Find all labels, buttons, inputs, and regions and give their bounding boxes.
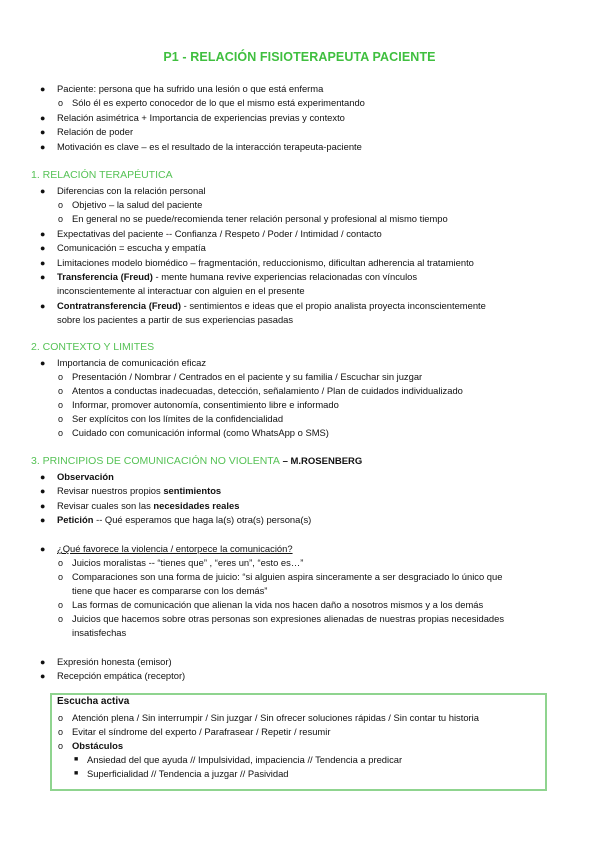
list-item-text: -- Qué esperamos que haga la(s) otra(s) persona(s) [93, 514, 312, 525]
bullet-icon: ● [40, 358, 46, 368]
list-item-text: Comparaciones son una forma de juicio: “si alguien aspira sinceramente a ser desgraciado lo único que [72, 571, 503, 582]
bullet-icon: ● [40, 186, 46, 196]
list-item [40, 669, 186, 683]
list-item [58, 570, 503, 584]
list-item-text: Ser explícitos con los límites de la confidencialidad [72, 413, 284, 424]
bullet-icon: ● [40, 142, 46, 152]
term-bold: sentimientos [163, 485, 222, 496]
circle-bullet-icon: o [58, 713, 64, 723]
list-item [40, 111, 345, 125]
list-item-text: Comunicación = escucha y empatía [57, 242, 206, 253]
list-item [40, 484, 222, 498]
list-item [40, 125, 134, 139]
list-item [58, 612, 505, 626]
list-item-text: Motivación es clave – es el resultado de la interacción terapeuta-paciente [57, 141, 362, 152]
list-item [58, 398, 339, 412]
list-item-text: Expresión honesta (emisor) [57, 656, 172, 667]
list-item-text: Relación asimétrica + Importancia de experiencias previas y contexto [57, 112, 345, 123]
circle-bullet-icon: o [58, 741, 64, 751]
list-item-text: Revisar cuales son las [57, 500, 154, 511]
list-item-text: Revisar nuestros propios [57, 485, 164, 496]
square-bullet-icon: ■ [74, 756, 79, 763]
list-item [40, 356, 207, 370]
list-item-text: - mente humana revive experiencias relacionadas con vínculos [152, 271, 418, 282]
list-item [58, 370, 423, 384]
term-bold: Contratransferencia (Freud) [57, 300, 181, 311]
list-item [40, 655, 172, 669]
list-item-continuation: tiene que hacer es compararse con los demás” [72, 585, 268, 596]
list-item-text: Presentación / Nombrar / Centrados en el paciente y su familia / Escuchar sin juzgar [72, 371, 423, 382]
list-item-text: Las formas de comunicación que alienan la vida nos hacen daño a nosotros mismos y a los demás [72, 599, 484, 610]
page-title: P1 - RELACIÓN FISIOTERAPEUTA PACIENTE [163, 50, 436, 64]
term-bold: Observación [57, 471, 114, 482]
circle-bullet-icon: o [58, 400, 64, 410]
list-item [74, 767, 289, 781]
list-item [58, 198, 203, 212]
list-item [58, 96, 365, 110]
list-item-text: Atentos a conductas inadecuadas, detección, señalamiento / Plan de cuidados individualizado [72, 385, 463, 396]
list-item-text: Sólo él es experto conocedor de lo que el mismo está experimentando [72, 97, 365, 108]
list-item [58, 412, 284, 426]
list-item-text: En general no se puede/recomienda tener relación personal y profesional al mismo tiempo [72, 213, 448, 224]
list-item-text: Relación de poder [57, 126, 134, 137]
box-title: Escucha activa [57, 696, 130, 707]
list-item [58, 598, 484, 612]
list-item [74, 753, 403, 767]
circle-bullet-icon: o [58, 214, 64, 224]
circle-bullet-icon: o [58, 98, 64, 108]
list-item [58, 711, 479, 725]
section-author: – M.ROSENBERG [279, 456, 363, 467]
square-bullet-icon: ■ [74, 770, 79, 777]
list-item-text: Paciente: persona que ha sufrido una lesión o que está enferma [57, 83, 324, 94]
term-bold: Transferencia (Freud) [57, 271, 153, 282]
list-item [40, 470, 114, 484]
bullet-icon: ● [40, 258, 46, 268]
term-bold: Obstáculos [72, 740, 124, 751]
bullet-icon: ● [40, 657, 46, 667]
list-item-text: Cuidado con comunicación informal (como WhatsApp o SMS) [72, 427, 329, 438]
list-item-text: Objetivo – la salud del paciente [72, 199, 203, 210]
list-item-text: Expectativas del paciente -- Confianza / Respeto / Poder / Intimidad / contacto [57, 228, 382, 239]
list-item-text: Juicios moralistas -- “tienes que” , “eres un”, “esto es…” [72, 557, 304, 568]
list-item-text: ¿Qué favorece la violencia / entorpece la comunicación? [57, 543, 293, 554]
bullet-icon: ● [40, 472, 46, 482]
circle-bullet-icon: o [58, 727, 64, 737]
bullet-icon: ● [40, 544, 46, 554]
list-item [40, 227, 382, 241]
circle-bullet-icon: o [58, 600, 64, 610]
list-item-text: Diferencias con la relación personal [57, 185, 206, 196]
list-item [58, 725, 331, 739]
list-item [40, 542, 293, 556]
circle-bullet-icon: o [58, 428, 64, 438]
section-heading: 2. CONTEXTO Y LIMITES [31, 341, 155, 353]
bullet-icon: ● [40, 671, 46, 681]
circle-bullet-icon: o [58, 414, 64, 424]
list-item [58, 739, 124, 753]
circle-bullet-icon: o [58, 614, 64, 624]
list-item-text: Recepción empática (receptor) [57, 670, 186, 681]
list-item [40, 256, 474, 270]
term-bold: Petición [57, 514, 94, 525]
list-item [40, 513, 312, 527]
circle-bullet-icon: o [58, 200, 64, 210]
list-item [58, 556, 304, 570]
bullet-icon: ● [40, 501, 46, 511]
list-item-text: Evitar el síndrome del experto / Parafrasear / Repetir / resumir [72, 726, 331, 737]
list-item-continuation: sobre los pacientes a partir de sus experiencias pasadas [57, 314, 294, 325]
list-item [40, 270, 418, 284]
bullet-icon: ● [40, 84, 46, 94]
list-item [40, 140, 362, 154]
bullet-icon: ● [40, 229, 46, 239]
list-item-text: Ansiedad del que ayuda // Impulsividad, impaciencia // Tendencia a predicar [87, 754, 403, 765]
bullet-icon: ● [40, 113, 46, 123]
bullet-icon: ● [40, 301, 46, 311]
bullet-icon: ● [40, 243, 46, 253]
bullet-icon: ● [40, 127, 46, 137]
list-item [40, 184, 206, 198]
bullet-icon: ● [40, 486, 46, 496]
list-item [58, 212, 448, 226]
circle-bullet-icon: o [58, 558, 64, 568]
term-bold: necesidades reales [153, 500, 240, 511]
list-item-text: Importancia de comunicación eficaz [57, 357, 207, 368]
list-item [58, 384, 463, 398]
list-item [40, 82, 324, 96]
section-heading [31, 455, 362, 467]
circle-bullet-icon: o [58, 572, 64, 582]
list-item-text: - sentimientos e ideas que el propio analista proyecta inconscientemente [180, 300, 486, 311]
list-item [40, 299, 486, 313]
list-item [40, 499, 240, 513]
list-item [58, 426, 329, 440]
list-item-text: Informar, promover autonomía, consentimiento libre e informado [72, 399, 339, 410]
list-item-text: Juicios que hacemos sobre otras personas son expresiones alienadas de nuestras propias necesidades [72, 613, 505, 624]
circle-bullet-icon: o [58, 372, 64, 382]
section-heading-text: 3. PRINCIPIOS DE COMUNICACIÓN NO VIOLENTA [31, 455, 280, 467]
list-item-continuation: inconscientemente al interactuar con alguien en el presente [57, 285, 305, 296]
section-heading: 1. RELACIÓN TERAPÉUTICA [31, 169, 173, 181]
list-item-text: Limitaciones modelo biomédico – fragmentación, reduccionismo, dificultan adherencia al tratamiento [57, 257, 474, 268]
list-item-text: Atención plena / Sin interrumpir / Sin juzgar / Sin ofrecer soluciones rápidas / Sin contar tu historia [72, 712, 479, 723]
circle-bullet-icon: o [58, 386, 64, 396]
list-item-text: Superficialidad // Tendencia a juzgar // Pasividad [87, 768, 289, 779]
bullet-icon: ● [40, 515, 46, 525]
list-item [40, 241, 206, 255]
list-item-continuation: insatisfechas [72, 627, 127, 638]
bullet-icon: ● [40, 272, 46, 282]
